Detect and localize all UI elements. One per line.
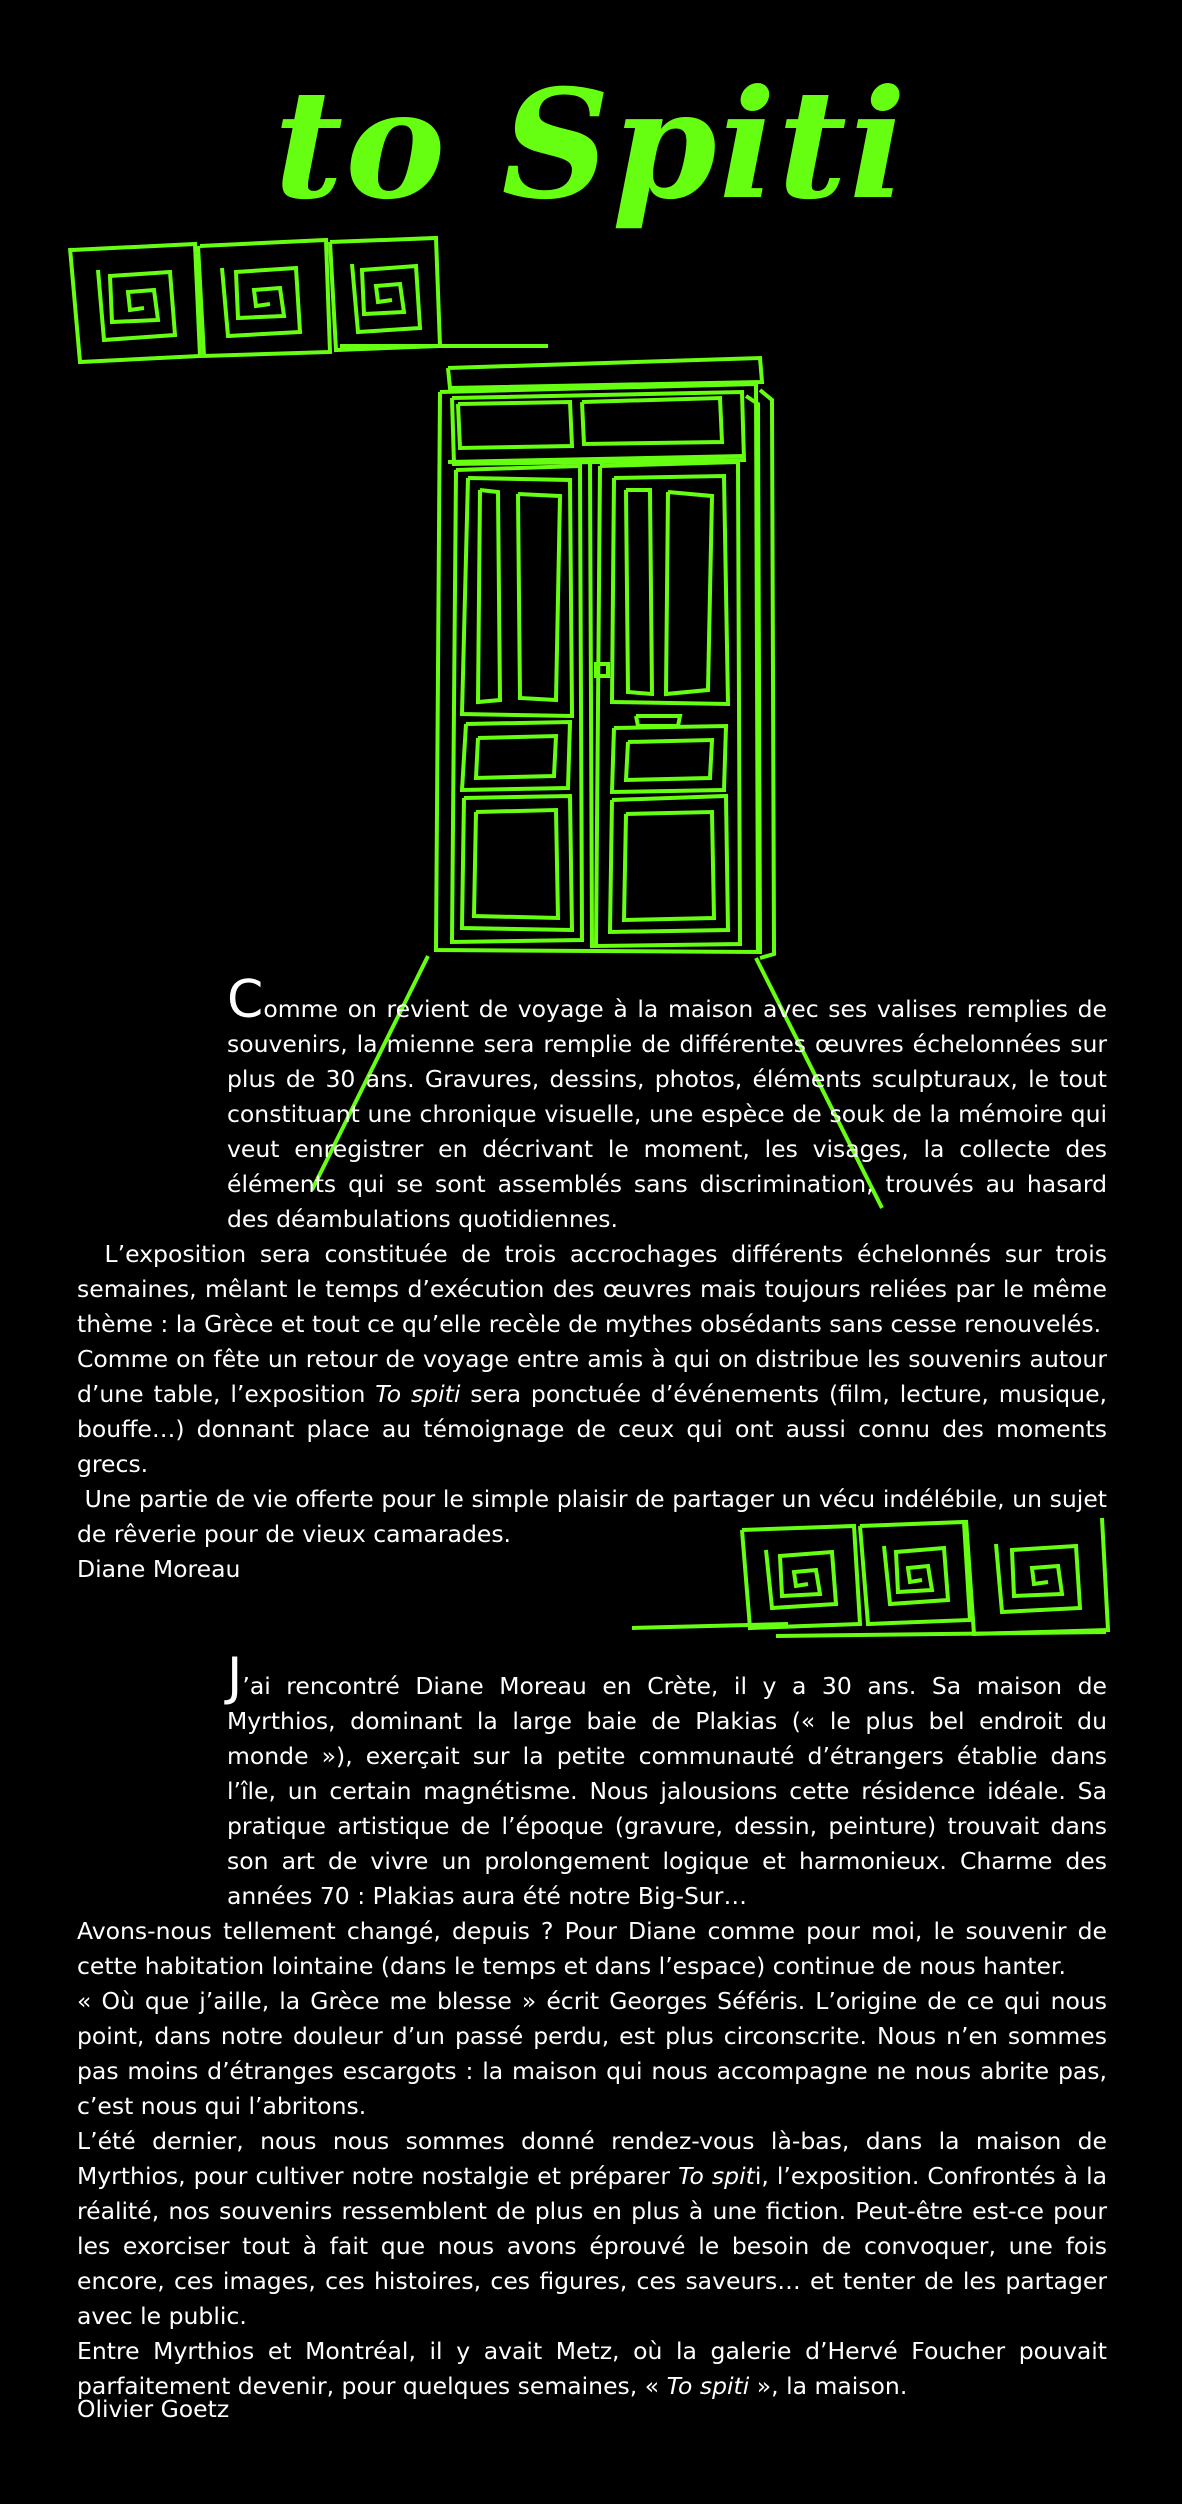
paragraph: L’été dernier, nous nous sommes donné rendez-vous là-bas, dans la maison de Myrthios, pour cultiver notre nostalgie et préparer To spiti, l’exposition. Confrontés à la réalité, nos souvenirs ressemblent de plus en plus à une fiction. Peut-être est-ce pour les exorciser tout à fait que nous avons éprouvé le besoin de convoquer, une fois encore, ces images, ces histoires, ces figures, ces saveurs… et tenter de les partager avec le public. [77,2127,1108,2330]
paragraph: Comme on revient de voyage à la maison avec ses valises remplies de souvenirs, la mienne sera remplie de différentes œuvres échelonnées sur plus de 30 ans. Gravures, dessins, photos, éléments sculpturaux, le tout constituant une chronique visuelle, une espèce de souk de la mémoire qui veut enregistrer en décrivant le moment, les visages, la collecte des éléments qui se sont assemblés sans discrimination, trouvés au hasard des déambulations quotidiennes. [227,970,1107,1233]
signature-olivier: Olivier Goetz [77,2395,230,2423]
drop-cap: C [227,970,264,1030]
greek-key-frieze-top [70,238,548,362]
paragraph: J’ai rencontré Diane Moreau en Crète, il y a 30 ans. Sa maison de Myrthios, dominant la large baie de Plakias (« le plus bel endroit du monde »), exerçait sur la petite communauté d’étrangers établie dans l’île, un certain magnétisme. Nous jalousions cette résidence idéale. Sa pratique artistique de l’époque (gravure, dessin, peinture) trouvait dans son art de vivre un prolongement logique et harmonieux. Charme des années 70 : Plakias aura été notre Big-Sur… [227,1647,1107,1910]
text-block-artist [77,970,1108,1552]
paragraph: Entre Myrthios et Montréal, il y avait Metz, où la galerie d’Hervé Foucher pouvait parfaitement devenir, pour quelques semaines, « To spiti », la maison. [77,2337,1107,2400]
paragraph: Comme on fête un retour de voyage entre amis à qui on distribue les souvenirs autour d’une table, l’exposition To spiti sera ponctuée d’événements (film, lecture, musique, bouffe…) donnant place au témoignage de ceux qui ont aussi connu des moments grecs. [77,1345,1108,1478]
text-block-curator [77,1647,1108,2404]
paragraph: Avons-nous tellement changé, depuis ? Pour Diane comme pour moi, le souvenir de cette habitation lointaine (dans le temps et dans l’espace) continue de nous hanter. [77,1917,1107,1980]
drop-cap: J [227,1647,243,1707]
paragraph: Une partie de vie offerte pour le simple plaisir de partager un vécu indélébile, un sujet de rêverie pour de vieux camarades. [77,1485,1107,1548]
page-title: to Spiti [273,57,909,233]
signature-diane: Diane Moreau [77,1555,241,1583]
paragraph: L’exposition sera constituée de trois accrochages différents échelonnés sur trois semaines, mêlant le temps d’exécution des œuvres mais toujours reliées par le même thème : la Grèce et tout ce qu’elle recèle de mythes obsédants sans cesse renouvelés. [77,1240,1107,1338]
paragraph: « Où que j’aille, la Grèce me blesse » écrit Georges Séféris. L’origine de ce qui nous point, dans notre douleur d’un passé perdu, est plus circonscrite. Nous n’en sommes pas moins d’étranges escargots : la maison qui nous accompagne ne nous abrite pas, c’est nous qui l’abritons. [77,1987,1107,2120]
